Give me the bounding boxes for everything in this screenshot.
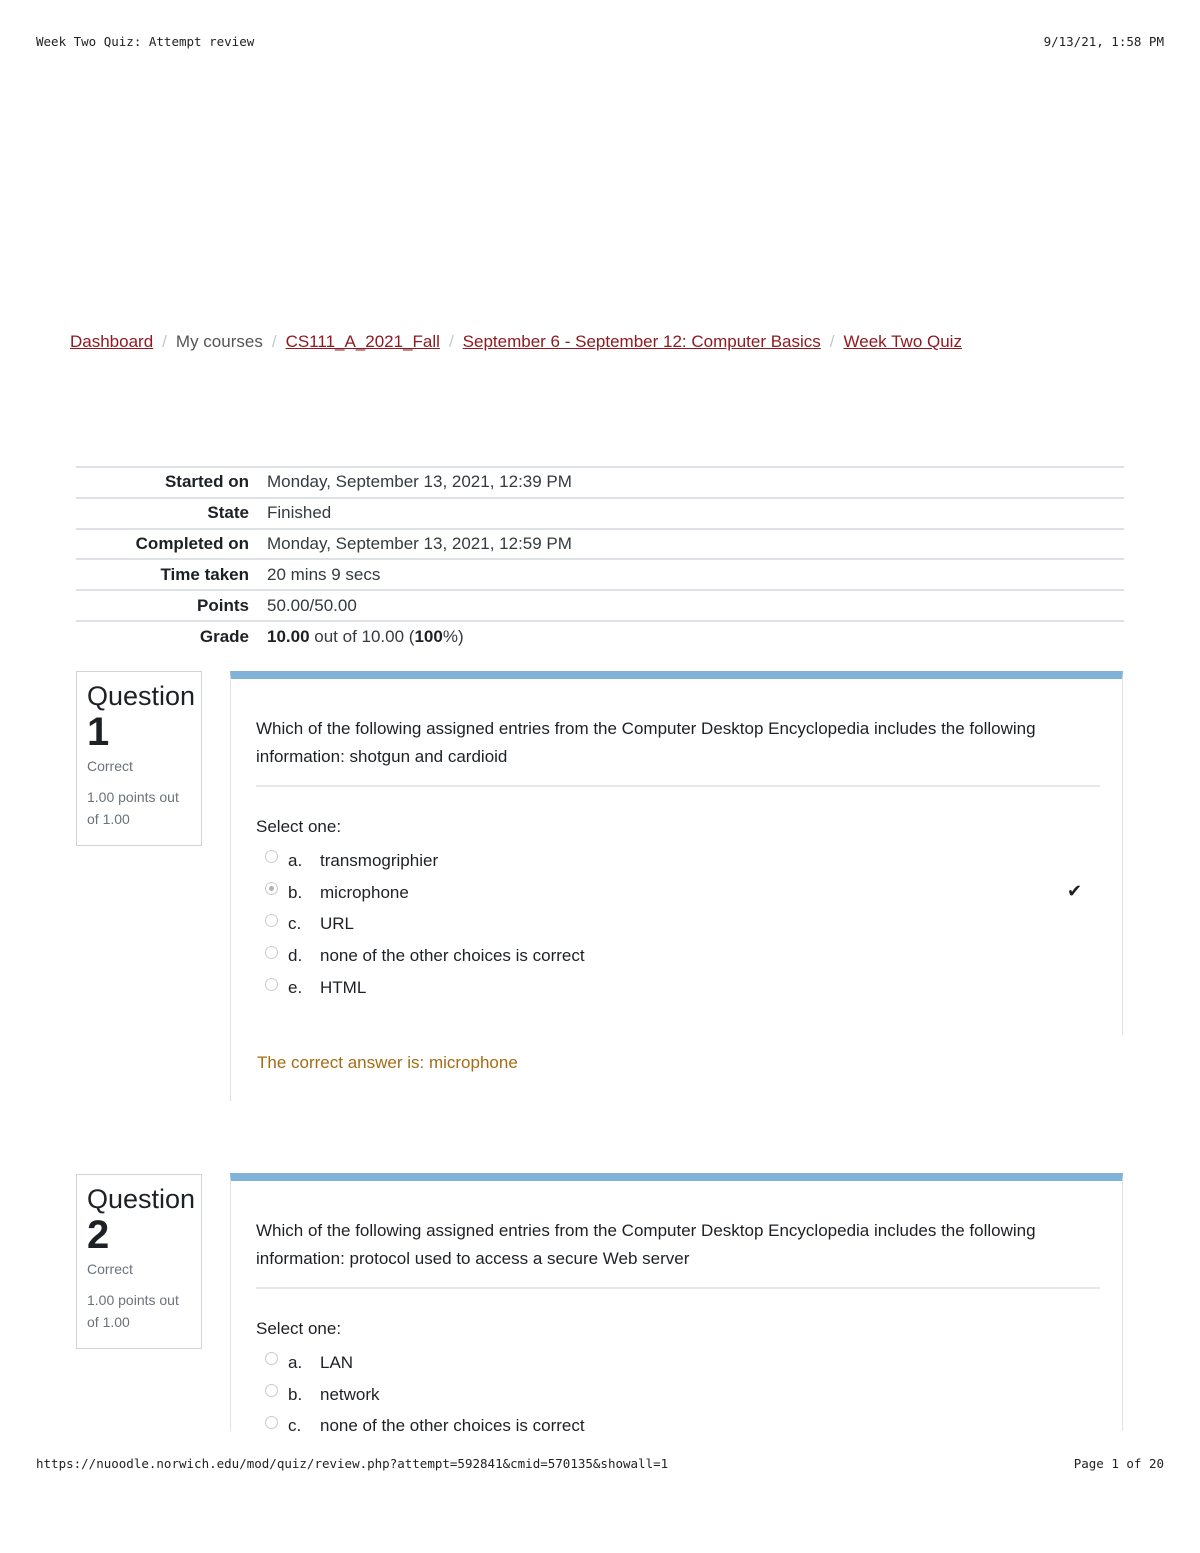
grade-label: Grade [199,626,249,646]
summary-row-time [76,559,1124,590]
answer-option[interactable] [265,1411,1122,1431]
print-page-number: Page 1 of 20 [1073,1456,1164,1471]
answer-letter: b. [288,1384,303,1404]
select-one-prompt: Select one: [256,817,342,836]
state-value: Finished [267,503,332,523]
question-word: Question [87,681,196,711]
grade-out-of: out of 10.00 ( [309,626,415,646]
question-1-feedback [230,1035,1123,1101]
answer-option[interactable] [265,972,1122,1004]
radio-button[interactable] [265,1352,278,1365]
answer-option[interactable] [265,940,1122,972]
question-word: Question [87,1184,196,1214]
radio-button[interactable] [265,914,278,927]
summary-row-points [76,590,1124,621]
breadcrumb-separator: / [829,332,835,351]
answer-letter: e. [288,978,303,998]
summary-row-started [76,467,1124,498]
answer-letter: d. [288,946,303,966]
print-datetime: 9/13/21, 1:58 PM [1043,34,1164,49]
summary-row-state [76,498,1124,529]
grade-value [267,621,1124,652]
check-icon: ✔ [1067,880,1083,901]
breadcrumb-separator: / [162,332,167,351]
radio-button[interactable] [265,850,278,863]
print-url: https://nuoodle.norwich.edu/mod/quiz/review.php?attempt=592841&cmid=570135&showall=1 [36,1456,669,1471]
answer-option[interactable] [265,845,1122,877]
grade-percent-sign: %) [442,626,464,646]
question-1-info [76,671,202,846]
question-state: Correct [87,758,133,774]
answer-text: URL [320,914,355,934]
answer-text: microphone [320,882,409,902]
question-1-content [230,671,1123,1035]
answer-letter: c. [288,914,302,934]
radio-button[interactable] [265,946,278,959]
answer-list [265,1347,1122,1431]
answer-option[interactable] [265,1347,1122,1379]
answer-text: HTML [320,978,367,998]
question-text: Which of the following assigned entries from the Computer Desktop Encyclopedia includes the following information: protocol used to access a secure Web server [256,1217,1100,1289]
completed-on-value: Monday, September 13, 2021, 12:59 PM [267,533,572,553]
answer-option[interactable] [265,909,1122,941]
answer-letter: a. [288,850,303,870]
answer-letter: c. [288,1416,302,1431]
answer-text: none of the other choices is correct [320,1416,585,1431]
answer-text: LAN [320,1352,354,1372]
started-on-value: Monday, September 13, 2021, 12:39 PM [267,472,572,492]
question-state: Correct [87,1261,133,1277]
started-on-label: Started on [164,472,249,492]
summary-row-completed [76,529,1124,560]
state-label: State [207,503,249,523]
answer-option[interactable] [265,1379,1122,1411]
completed-on-label: Completed on [135,533,249,553]
points-label: Points [197,595,249,615]
answer-text: transmogriphier [320,850,439,870]
radio-button[interactable] [265,1384,278,1397]
breadcrumb-section[interactable]: September 6 - September 12: Computer Basics [462,332,821,351]
select-one-prompt: Select one: [256,1319,342,1338]
answer-letter: a. [288,1352,303,1372]
print-header [36,34,1164,49]
points-value: 50.00/50.00 [267,595,357,615]
answer-list [265,845,1122,1004]
question-2-info [76,1174,202,1349]
breadcrumb-separator: / [271,332,277,351]
time-taken-value: 20 mins 9 secs [267,564,381,584]
radio-button[interactable] [265,978,278,991]
breadcrumb-my-courses: My courses [175,332,263,351]
question-grade: 1.00 points out of 1.00 [87,789,179,827]
breadcrumb-separator: / [448,332,454,351]
time-taken-label: Time taken [160,564,249,584]
answer-option[interactable] [265,877,1122,909]
radio-button-selected[interactable] [265,882,278,895]
question-grade: 1.00 points out of 1.00 [87,1292,179,1330]
answer-letter: b. [288,882,303,902]
correct-answer-feedback: The correct answer is: microphone [257,1053,518,1072]
question-2-content [230,1173,1123,1431]
grade-score: 10.00 [267,626,310,646]
attempt-summary-table [76,466,1124,652]
breadcrumb-course[interactable]: CS111_A_2021_Fall [285,332,440,351]
question-number: 2 [87,1213,110,1257]
answer-text: network [320,1384,380,1404]
breadcrumb-dashboard[interactable]: Dashboard [70,332,154,351]
print-title: Week Two Quiz: Attempt review [36,34,255,49]
question-text: Which of the following assigned entries from the Computer Desktop Encyclopedia includes the following information: shotgun and cardioid [256,715,1100,787]
breadcrumb [70,332,962,352]
summary-row-grade [76,621,1124,652]
breadcrumb-quiz[interactable]: Week Two Quiz [843,332,962,351]
print-footer [36,1456,1164,1471]
grade-percent: 100 [414,626,443,646]
answer-text: none of the other choices is correct [320,946,585,966]
question-number: 1 [87,710,110,754]
radio-button[interactable] [265,1416,278,1429]
